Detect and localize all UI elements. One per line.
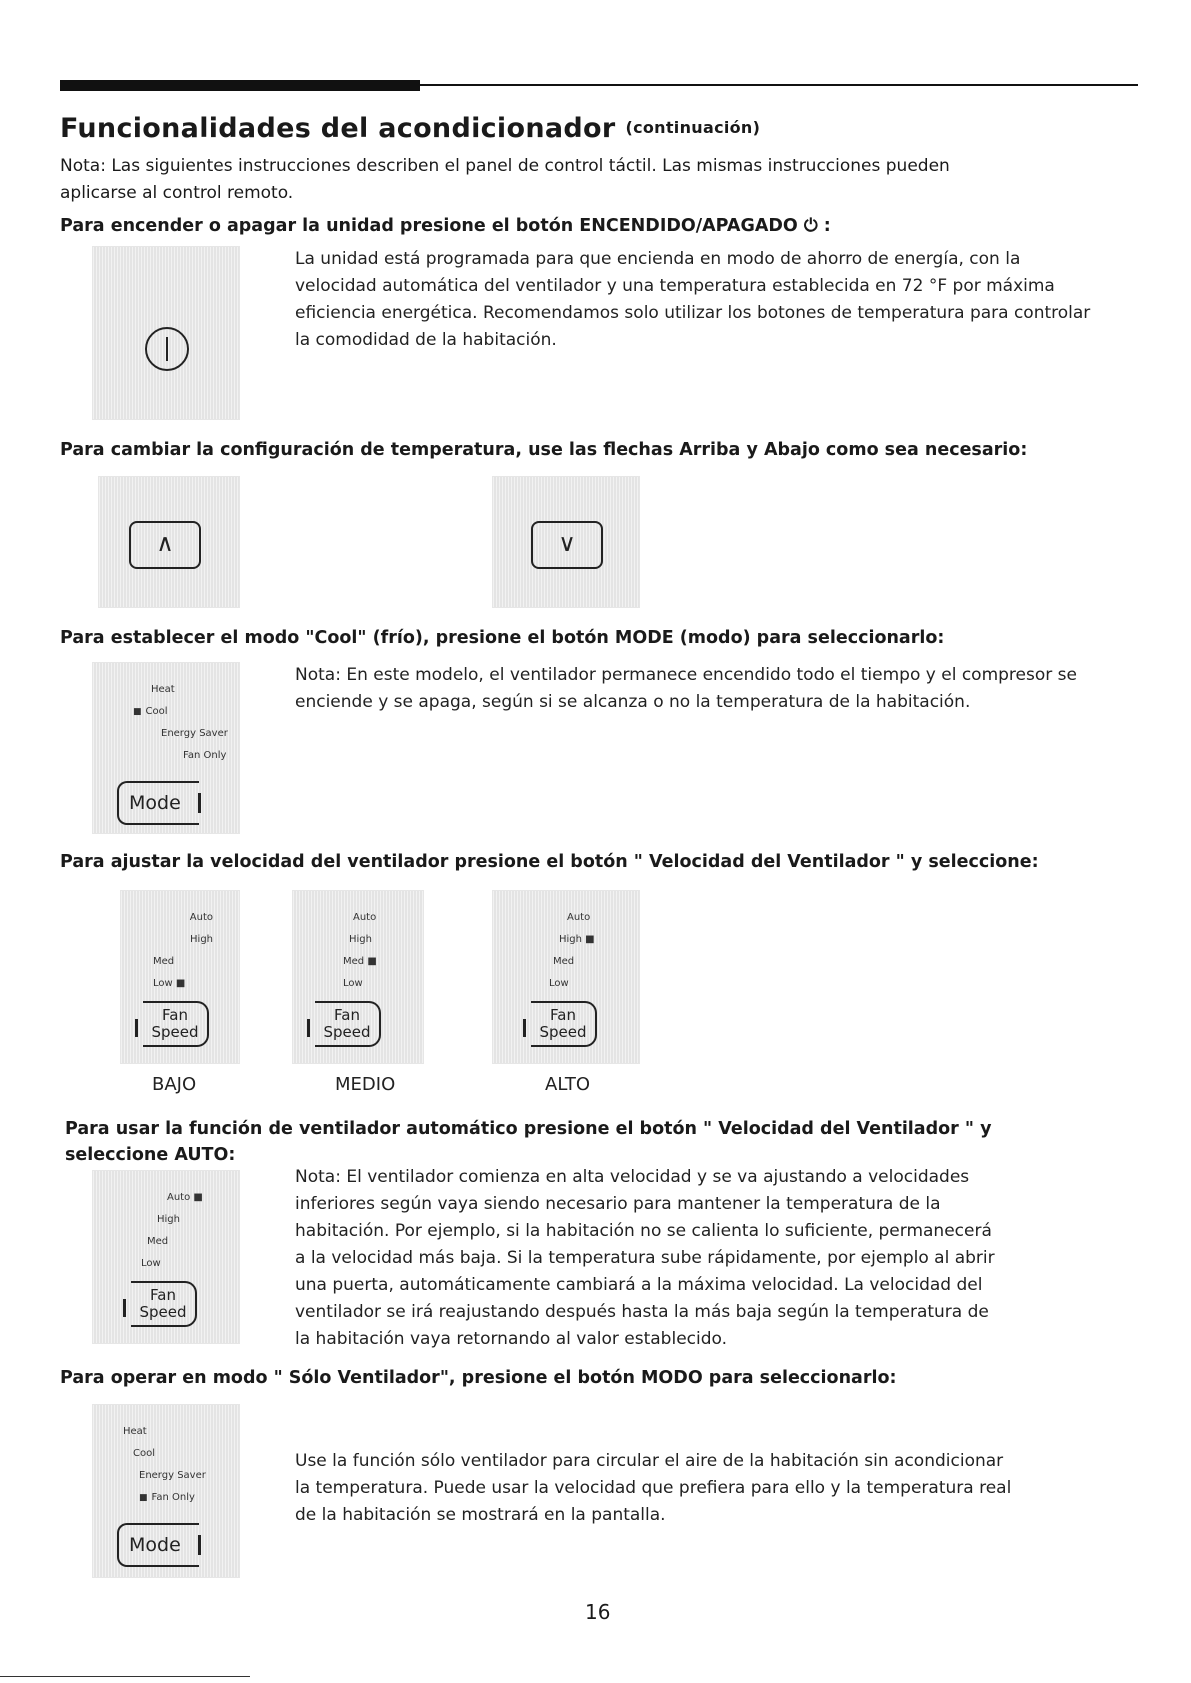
fan-speed-button[interactable] xyxy=(315,1001,381,1047)
fan-panel-med xyxy=(292,890,424,1064)
mode-button[interactable]: Mode xyxy=(117,781,199,825)
speed-med-selected: Med ■ xyxy=(343,956,377,967)
power-icon: ⏻ xyxy=(803,216,818,236)
fan-speed-heading: Para ajustar la velocidad del ventilador presione el botón " Velocidad del Ventilador " y seleccione: xyxy=(60,852,1039,872)
fan-button-line: Speed xyxy=(139,1303,187,1321)
speed-high: High xyxy=(190,934,213,945)
mode-item-fan-only: Fan Only xyxy=(183,750,227,761)
top-rule-accent xyxy=(60,80,420,91)
paragraph-line: Nota: En este modelo, el ventilador permanece encendido todo el tiempo y el compresor se xyxy=(295,665,1077,685)
paragraph-line: Nota: El ventilador comienza en alta velocidad y se va ajustando a velocidades xyxy=(295,1167,970,1187)
cool-mode-note xyxy=(295,662,1077,716)
mode-item-cool: Cool xyxy=(133,1448,155,1459)
fan-only-panel xyxy=(92,1404,240,1578)
fan-speed-button[interactable] xyxy=(131,1281,197,1327)
power-heading-colon: : xyxy=(823,216,831,236)
power-description xyxy=(295,246,1090,354)
paragraph-line: habitación. Por ejemplo, si la habitación no se calienta lo suficiente, permanecerá xyxy=(295,1221,992,1241)
fan-speed-button[interactable] xyxy=(531,1001,597,1047)
paragraph-line: ventilador se irá reajustando después hasta la más baja según la temperatura de xyxy=(295,1302,989,1322)
fan-button-line: Fan xyxy=(150,1286,176,1304)
mode-item-heat: Heat xyxy=(151,684,175,695)
auto-fan-note xyxy=(295,1164,995,1353)
temp-down-panel xyxy=(492,476,640,608)
temp-up-panel xyxy=(98,476,240,608)
auto-fan-heading xyxy=(65,1116,992,1168)
paragraph-line: una puerta, automáticamente cambiará a la máxima velocidad. La velocidad del xyxy=(295,1275,983,1295)
fan-button-line: Speed xyxy=(151,1023,199,1041)
caption-high: ALTO xyxy=(545,1074,591,1095)
paragraph-line: la temperatura. Puede usar la velocidad que prefiera para ello y la temperatura real xyxy=(295,1478,1012,1498)
fan-button-line: Speed xyxy=(539,1023,587,1041)
mode-button[interactable]: Mode xyxy=(117,1523,199,1567)
fan-speed-list xyxy=(153,907,213,995)
speed-med: Med xyxy=(147,1236,169,1247)
power-heading xyxy=(60,216,831,236)
heading-line: Para usar la función de ventilador automático presione el botón " Velocidad del Ventilador " y xyxy=(65,1119,992,1139)
fan-button-line: Speed xyxy=(323,1023,371,1041)
mode-list xyxy=(123,679,228,767)
speed-high: High xyxy=(157,1214,180,1225)
temp-up-button[interactable]: ∧ xyxy=(129,521,201,569)
fan-panel-high xyxy=(492,890,640,1064)
title-text: Funcionalidades del acondicionador xyxy=(60,113,616,144)
bottom-rule xyxy=(0,1676,250,1677)
fan-speed-button[interactable] xyxy=(143,1001,209,1047)
paragraph-line: inferiores según vaya siendo necesario para mantener la temperatura de la xyxy=(295,1194,941,1214)
speed-auto-selected: Auto ■ xyxy=(167,1192,203,1203)
speed-low: Low xyxy=(549,978,569,989)
paragraph-line: la comodidad de la habitación. xyxy=(295,330,557,350)
intro-note-line: Nota: Las siguientes instrucciones describen el panel de control táctil. Las mismas instrucciones pueden xyxy=(60,156,950,176)
speed-low-selected: Low ■ xyxy=(153,978,186,989)
speed-med: Med xyxy=(153,956,175,967)
cool-mode-panel xyxy=(92,662,240,834)
speed-auto: Auto xyxy=(353,912,377,923)
mode-item-energy-saver: Energy Saver xyxy=(139,1470,206,1481)
speed-auto: Auto xyxy=(189,912,213,923)
fan-speed-list xyxy=(141,1187,221,1275)
paragraph-line: la habitación vaya retornando al valor establecido. xyxy=(295,1329,728,1349)
intro-note-line: aplicarse al control remoto. xyxy=(60,183,294,203)
paragraph-line: Use la función sólo ventilador para circular el aire de la habitación sin acondicionar xyxy=(295,1451,1004,1471)
mode-item-energy-saver: Energy Saver xyxy=(161,728,228,739)
speed-med: Med xyxy=(553,956,575,967)
heading-line: seleccione AUTO: xyxy=(65,1145,236,1165)
intro-note xyxy=(60,153,950,207)
fan-speed-list xyxy=(343,907,403,995)
fan-panel-low xyxy=(120,890,240,1064)
speed-high-selected: High ■ xyxy=(559,934,595,945)
fan-button-line: Fan xyxy=(550,1006,576,1024)
power-icon[interactable] xyxy=(145,327,189,371)
paragraph-line: de la habitación se mostrará en la pantalla. xyxy=(295,1505,666,1525)
mode-item-heat: Heat xyxy=(123,1426,147,1437)
fan-button-line: Fan xyxy=(334,1006,360,1024)
page-number: 16 xyxy=(585,1600,611,1624)
page-title xyxy=(60,113,760,144)
paragraph-line: velocidad automática del ventilador y una temperatura establecida en 72 °F por máxima xyxy=(295,276,1055,296)
fan-only-description xyxy=(295,1448,1011,1529)
fan-only-heading: Para operar en modo " Sólo Ventilador", presione el botón MODO para seleccionarlo: xyxy=(60,1368,897,1388)
paragraph-line: enciende y se apaga, según si se alcanza o no la temperatura de la habitación. xyxy=(295,692,971,712)
paragraph-line: eficiencia energética. Recomendamos solo utilizar los botones de temperatura para controlar xyxy=(295,303,1091,323)
speed-auto: Auto xyxy=(567,912,591,923)
speed-low: Low xyxy=(141,1258,161,1269)
title-suffix: (continuación) xyxy=(625,118,761,137)
power-button-panel xyxy=(92,246,240,420)
power-heading-text: Para encender o apagar la unidad presione el botón ENCENDIDO/APAGADO xyxy=(60,216,798,236)
caption-med: MEDIO xyxy=(335,1074,396,1095)
temp-down-button[interactable]: ∨ xyxy=(531,521,603,569)
speed-low: Low xyxy=(343,978,363,989)
temperature-heading: Para cambiar la configuración de temperatura, use las flechas Arriba y Abajo como sea necesario: xyxy=(60,440,1028,460)
fan-button-line: Fan xyxy=(162,1006,188,1024)
mode-list xyxy=(123,1421,206,1509)
auto-fan-panel xyxy=(92,1170,240,1344)
paragraph-line: La unidad está programada para que encienda en modo de ahorro de energía, con la xyxy=(295,249,1021,269)
mode-item-fan-only-selected: ■ Fan Only xyxy=(123,1487,206,1509)
mode-item-cool-selected: ■ Cool xyxy=(123,701,228,723)
cool-mode-heading: Para establecer el modo "Cool" (frío), presione el botón MODE (modo) para seleccionarlo: xyxy=(60,628,945,648)
caption-low: BAJO xyxy=(152,1074,197,1095)
fan-speed-list xyxy=(549,907,619,995)
paragraph-line: a la velocidad más baja. Si la temperatura sube rápidamente, por ejemplo al abrir xyxy=(295,1248,995,1268)
speed-high: High xyxy=(349,934,372,945)
